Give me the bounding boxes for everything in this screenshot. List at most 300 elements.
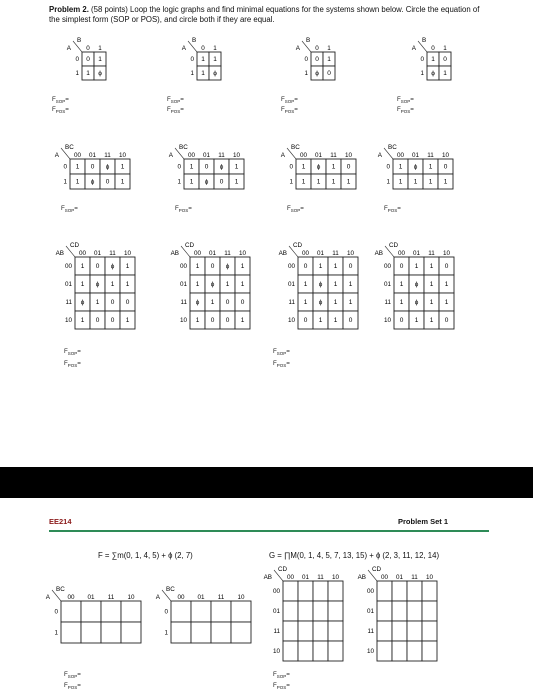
- kmap-4var-4-svg: [374, 239, 458, 333]
- cell-value: 1: [333, 263, 338, 270]
- kmap-cell[interactable]: [313, 601, 328, 621]
- row-variable-label: AB: [278, 250, 287, 257]
- kmap-3var-1: [54, 142, 134, 193]
- row-header: 10: [179, 317, 187, 324]
- column-variable-label: CD: [389, 242, 399, 249]
- column-header: 11: [224, 250, 231, 257]
- cell-value: ɸ: [316, 163, 321, 171]
- header-rule: [49, 530, 489, 532]
- kmap-blank-3var-1-svg: [45, 583, 145, 647]
- kmap-3var-1-svg: [54, 142, 134, 193]
- kmap-4var-2-svg: [170, 239, 254, 333]
- row-variable-label: A: [45, 594, 50, 601]
- kmap-cell[interactable]: [313, 581, 328, 601]
- cell-value: 1: [303, 299, 308, 306]
- cell-value: ɸ: [195, 299, 200, 306]
- cell-value: 1: [80, 317, 85, 324]
- cell-value: 1: [234, 178, 239, 186]
- equation-f: F = ∑m(0, 1, 4, 5) + ɸ (2, 7): [98, 551, 193, 560]
- cell-value: 1: [120, 163, 125, 171]
- cell-value: 1: [443, 70, 447, 77]
- cell-value: 1: [414, 263, 419, 270]
- kmap-cell[interactable]: [392, 601, 407, 621]
- kmap-cell[interactable]: [313, 621, 328, 641]
- cell-value: 0: [95, 317, 100, 324]
- cell-value: 0: [95, 263, 100, 270]
- kmap-4var-1: [55, 239, 139, 333]
- column-header: 0: [431, 45, 435, 52]
- column-variable-label: BC: [65, 144, 74, 151]
- cell-value: 1: [189, 163, 194, 171]
- f-pos-label: $F_{POS}=$: [64, 682, 81, 691]
- kmap-blank-3var-1: [45, 583, 145, 647]
- kmap-cell[interactable]: [422, 601, 437, 621]
- kmap-cell[interactable]: [298, 581, 313, 601]
- f-sop-label: $F_{SOP}=$: [397, 96, 414, 105]
- kmap-cell[interactable]: [298, 621, 313, 641]
- cell-value: 1: [195, 281, 200, 288]
- cell-value: 0: [315, 56, 319, 63]
- kmap-cell[interactable]: [61, 622, 81, 643]
- kmap-cell[interactable]: [377, 581, 392, 601]
- f-sop-label: $F_{SOP}=$: [167, 96, 184, 105]
- f-sop-label: $F_{SOP}=$: [273, 348, 290, 357]
- column-header: 00: [396, 152, 405, 159]
- row-header: 10: [287, 317, 295, 324]
- column-header: 10: [118, 152, 127, 159]
- kmap-cell[interactable]: [298, 601, 313, 621]
- cell-value: 1: [333, 281, 338, 288]
- row-header: 01: [179, 281, 187, 288]
- cell-value: 1: [303, 281, 308, 288]
- kmap-cell[interactable]: [392, 581, 407, 601]
- kmap-cell[interactable]: [407, 621, 422, 641]
- row-variable-label: A: [377, 152, 382, 159]
- course-code: EE214: [49, 517, 72, 526]
- cell-value: 0: [240, 299, 245, 306]
- kmap-cell[interactable]: [377, 621, 392, 641]
- kmap-cell[interactable]: [422, 641, 437, 661]
- row-header: 1: [289, 178, 293, 186]
- row-header: 0: [177, 163, 181, 171]
- cell-value: 0: [443, 56, 447, 63]
- row-variable-label: A: [54, 152, 59, 159]
- cell-value: 0: [204, 163, 209, 171]
- kmap-cell[interactable]: [407, 641, 422, 661]
- column-header: 11: [330, 152, 337, 159]
- cell-value: 1: [98, 56, 102, 63]
- equation-g: G = ∏M(0, 1, 4, 5, 7, 13, 15) + ɸ (2, 3, 11, 12, 14): [269, 551, 440, 560]
- cell-value: ɸ: [204, 178, 209, 186]
- kmap-cell[interactable]: [422, 581, 437, 601]
- column-header: 10: [425, 574, 434, 581]
- cell-value: 1: [331, 163, 336, 171]
- row-variable-label: AB: [170, 250, 179, 257]
- cell-value: 1: [399, 299, 404, 306]
- column-header: 01: [412, 250, 421, 257]
- row-header: 10: [272, 648, 280, 655]
- column-header: 1: [213, 45, 217, 52]
- cell-value: 1: [348, 299, 353, 306]
- f-sop-label: $F_{SOP}=$: [281, 96, 298, 105]
- row-header: 11: [180, 299, 187, 306]
- column-header: 01: [208, 250, 217, 257]
- row-header: 0: [75, 56, 79, 63]
- column-header: 0: [86, 45, 90, 52]
- cell-value: 1: [195, 317, 200, 324]
- kmap-cell[interactable]: [283, 601, 298, 621]
- row-header: 10: [383, 317, 391, 324]
- cell-value: ɸ: [318, 281, 323, 288]
- row-header: 1: [304, 70, 308, 77]
- kmap-cell[interactable]: [392, 641, 407, 661]
- cell-value: 1: [398, 163, 403, 171]
- column-header: 00: [286, 574, 295, 581]
- row-header: 11: [288, 299, 295, 306]
- kmap-cell[interactable]: [392, 621, 407, 641]
- row-header: 1: [63, 178, 67, 186]
- row-variable-label: AB: [374, 250, 383, 257]
- cell-value: 1: [80, 281, 85, 288]
- column-variable-label: B: [192, 37, 197, 44]
- row-header: 0: [304, 56, 308, 63]
- column-header: 10: [123, 250, 132, 257]
- row-header: 11: [367, 628, 374, 635]
- kmap-cell[interactable]: [298, 641, 313, 661]
- kmap-cell[interactable]: [283, 581, 298, 601]
- column-variable-label: BC: [179, 144, 188, 151]
- f-sop-label: $F_{SOP}=$: [287, 205, 304, 214]
- kmap-cell[interactable]: [328, 581, 343, 601]
- kmap-cell[interactable]: [101, 601, 121, 622]
- kmap-cell[interactable]: [283, 621, 298, 641]
- column-header: 10: [346, 250, 355, 257]
- cell-value: 1: [240, 263, 245, 270]
- row-header: 1: [54, 629, 58, 637]
- column-header: 00: [380, 574, 389, 581]
- column-header: 10: [127, 594, 135, 601]
- row-header: 01: [287, 281, 295, 288]
- worksheet-page-2: [0, 498, 533, 700]
- row-header: 10: [64, 317, 72, 324]
- row-header: 00: [64, 263, 72, 270]
- cell-value: ɸ: [219, 163, 224, 171]
- cell-value: 1: [331, 178, 336, 186]
- column-header: 01: [93, 250, 102, 257]
- column-header: 11: [104, 152, 111, 159]
- row-header: 1: [75, 70, 79, 77]
- row-variable-label: A: [411, 45, 416, 52]
- column-header: 01: [197, 594, 205, 601]
- column-variable-label: BC: [56, 586, 65, 593]
- cell-value: 1: [301, 163, 306, 171]
- cell-value: 1: [80, 263, 85, 270]
- cell-value: 0: [399, 263, 404, 270]
- kmap-2var-1: [56, 37, 110, 84]
- cell-value: 0: [399, 317, 404, 324]
- row-variable-label: AB: [263, 574, 272, 581]
- column-variable-label: CD: [185, 242, 195, 249]
- cell-value: 0: [125, 299, 130, 306]
- kmap-cell[interactable]: [422, 621, 437, 641]
- cell-value: ɸ: [413, 163, 418, 171]
- f-pos-label: $F_{POS}=$: [281, 106, 298, 115]
- cell-value: 0: [346, 163, 351, 171]
- cell-value: ɸ: [90, 178, 95, 186]
- cell-value: 1: [195, 263, 200, 270]
- cell-value: 0: [210, 317, 215, 324]
- row-header: 10: [366, 648, 374, 655]
- column-header: 00: [193, 250, 202, 257]
- kmap-4var-4: [374, 239, 458, 333]
- cell-value: 1: [429, 317, 434, 324]
- column-header: 00: [67, 594, 75, 601]
- kmap-cell[interactable]: [191, 601, 211, 622]
- kmap-cell[interactable]: [211, 601, 231, 622]
- cell-value: 1: [333, 317, 338, 324]
- cell-value: 0: [303, 317, 308, 324]
- column-header: 11: [217, 594, 225, 601]
- row-header: 00: [272, 588, 280, 595]
- column-variable-label: CD: [293, 242, 303, 249]
- kmap-blank-3var-2-svg: [155, 583, 255, 647]
- f-sop-label: $F_{SOP}=$: [64, 348, 81, 357]
- problem-number: Problem 2.: [49, 5, 89, 14]
- cell-value: 1: [240, 281, 245, 288]
- cell-value: ɸ: [105, 163, 110, 171]
- column-header: 10: [331, 574, 340, 581]
- column-header: 11: [109, 250, 116, 257]
- row-header: 0: [289, 163, 293, 171]
- problem-text: (58 points) Loop the logic graphs and find minimal equations for the systems shown below. Circle the equation of the simplest form (SOP or POS), and circle both if they are equal.: [49, 5, 480, 24]
- kmap-cell[interactable]: [407, 601, 422, 621]
- cell-value: 1: [75, 178, 80, 186]
- cell-value: ɸ: [318, 299, 323, 306]
- kmap-2var-4: [401, 37, 455, 84]
- row-header: 01: [272, 608, 280, 615]
- column-header: 11: [218, 152, 225, 159]
- column-header: 00: [397, 250, 406, 257]
- cell-value: 1: [125, 317, 130, 324]
- kmap-cell[interactable]: [377, 601, 392, 621]
- column-header: 01: [88, 152, 97, 159]
- column-header: 11: [317, 574, 324, 581]
- row-header: 0: [63, 163, 67, 171]
- kmap-cell[interactable]: [328, 601, 343, 621]
- row-header: 01: [383, 281, 391, 288]
- row-variable-label: AB: [357, 574, 366, 581]
- column-header: 1: [443, 45, 447, 52]
- f-pos-label: $F_{POS}=$: [167, 106, 184, 115]
- cell-value: 0: [443, 163, 448, 171]
- column-header: 1: [327, 45, 331, 52]
- column-variable-label: BC: [166, 586, 175, 593]
- kmap-cell[interactable]: [81, 601, 101, 622]
- column-variable-label: B: [77, 37, 82, 44]
- row-variable-label: A: [66, 45, 71, 52]
- column-header: 1: [98, 45, 102, 52]
- cell-value: 1: [429, 263, 434, 270]
- kmap-cell[interactable]: [121, 601, 141, 622]
- cell-value: 1: [327, 56, 331, 63]
- kmap-blank-4var-2-svg: [356, 564, 441, 665]
- f-pos-label: $F_{POS}=$: [52, 106, 69, 115]
- kmap-cell[interactable]: [101, 622, 121, 643]
- row-header: 11: [384, 299, 391, 306]
- page-separator: [0, 467, 533, 498]
- cell-value: 0: [86, 56, 90, 63]
- kmap-cell[interactable]: [191, 622, 211, 643]
- cell-value: 1: [86, 70, 90, 77]
- cell-value: 0: [210, 263, 215, 270]
- cell-value: 0: [90, 163, 95, 171]
- cell-value: 1: [346, 178, 351, 186]
- cell-value: 0: [444, 263, 449, 270]
- kmap-cell[interactable]: [283, 641, 298, 661]
- column-header: 01: [314, 152, 323, 159]
- cell-value: 0: [348, 317, 353, 324]
- row-header: 1: [190, 70, 194, 77]
- cell-value: 1: [348, 281, 353, 288]
- row-variable-label: A: [181, 45, 186, 52]
- kmap-cell[interactable]: [328, 641, 343, 661]
- kmap-cell[interactable]: [231, 601, 251, 622]
- kmap-3var-3-svg: [280, 142, 360, 193]
- cell-value: 1: [318, 317, 323, 324]
- cell-value: 0: [225, 317, 230, 324]
- row-header: 0: [386, 163, 390, 171]
- column-variable-label: CD: [372, 566, 382, 573]
- column-header: 01: [316, 250, 325, 257]
- cell-value: 1: [333, 299, 338, 306]
- kmap-cell[interactable]: [61, 601, 81, 622]
- kmap-3var-4: [377, 142, 457, 193]
- cell-value: ɸ: [431, 70, 435, 77]
- cell-value: 1: [240, 317, 245, 324]
- kmap-cell[interactable]: [171, 601, 191, 622]
- cell-value: 0: [105, 178, 110, 186]
- kmap-cell[interactable]: [231, 622, 251, 643]
- column-header: 00: [299, 152, 308, 159]
- cell-value: ɸ: [414, 281, 419, 288]
- kmap-4var-1-svg: [55, 239, 139, 333]
- kmap-blank-4var-1-svg: [262, 564, 347, 665]
- kmap-cell[interactable]: [407, 581, 422, 601]
- kmap-cell[interactable]: [171, 622, 191, 643]
- kmap-2var-2-svg: [171, 37, 225, 84]
- row-variable-label: A: [168, 152, 173, 159]
- column-header: 10: [441, 152, 450, 159]
- cell-value: 1: [225, 281, 230, 288]
- column-header: 10: [237, 594, 245, 601]
- cell-value: ɸ: [213, 70, 217, 77]
- row-header: 01: [64, 281, 72, 288]
- f-pos-label: $F_{POS}=$: [273, 682, 290, 691]
- column-header: 00: [177, 594, 185, 601]
- column-header: 00: [187, 152, 196, 159]
- column-header: 01: [202, 152, 211, 159]
- kmap-cell[interactable]: [81, 622, 101, 643]
- cell-value: 1: [428, 178, 433, 186]
- cell-value: 1: [429, 299, 434, 306]
- kmap-cell[interactable]: [328, 621, 343, 641]
- row-header: 0: [54, 608, 58, 616]
- row-header: 1: [420, 70, 424, 77]
- kmap-3var-3: [280, 142, 360, 193]
- f-sop-label: $F_{SOP}=$: [64, 671, 81, 680]
- row-header: 0: [190, 56, 194, 63]
- row-header: 00: [179, 263, 187, 270]
- cell-value: 0: [219, 178, 224, 186]
- column-variable-label: B: [306, 37, 311, 44]
- cell-value: 0: [444, 317, 449, 324]
- cell-value: ɸ: [98, 70, 102, 77]
- row-variable-label: AB: [55, 250, 64, 257]
- cell-value: 0: [110, 317, 115, 324]
- kmap-2var-1-svg: [56, 37, 110, 84]
- cell-value: 0: [327, 70, 331, 77]
- kmap-cell[interactable]: [313, 641, 328, 661]
- cell-value: 0: [348, 263, 353, 270]
- f-pos-label: $F_{POS}=$: [64, 360, 81, 369]
- cell-value: 1: [443, 178, 448, 186]
- cell-value: ɸ: [80, 299, 85, 306]
- row-header: 0: [420, 56, 424, 63]
- cell-value: ɸ: [110, 263, 115, 270]
- cell-value: 1: [301, 178, 306, 186]
- column-header: 01: [395, 574, 404, 581]
- column-header: 01: [301, 574, 310, 581]
- row-variable-label: A: [280, 152, 285, 159]
- row-header: 00: [383, 263, 391, 270]
- column-header: 11: [427, 152, 434, 159]
- row-header: 00: [287, 263, 295, 270]
- cell-value: 1: [95, 299, 100, 306]
- column-header: 11: [428, 250, 435, 257]
- kmap-blank-4var-2: [356, 564, 441, 665]
- column-header: 11: [332, 250, 339, 257]
- kmap-3var-2: [168, 142, 248, 193]
- cell-value: ɸ: [210, 281, 215, 288]
- cell-value: 1: [431, 56, 435, 63]
- cell-value: 0: [303, 263, 308, 270]
- cell-value: 1: [398, 178, 403, 186]
- problem-statement: [49, 5, 489, 25]
- f-pos-label: $F_{POS}=$: [384, 205, 401, 214]
- row-header: 01: [366, 608, 374, 615]
- cell-value: 1: [75, 163, 80, 171]
- f-pos-label: $F_{POS}=$: [175, 205, 192, 214]
- cell-value: 1: [201, 70, 205, 77]
- cell-value: 1: [316, 178, 321, 186]
- kmap-cell[interactable]: [377, 641, 392, 661]
- cell-value: 0: [110, 299, 115, 306]
- cell-value: 1: [110, 281, 115, 288]
- kmap-cell[interactable]: [211, 622, 231, 643]
- cell-value: 1: [125, 263, 130, 270]
- f-pos-label: $F_{POS}=$: [397, 106, 414, 115]
- kmap-4var-2: [170, 239, 254, 333]
- column-variable-label: CD: [70, 242, 80, 249]
- cell-value: 1: [213, 56, 217, 63]
- row-header: 0: [164, 608, 168, 616]
- kmap-cell[interactable]: [121, 622, 141, 643]
- cell-value: 1: [201, 56, 205, 63]
- kmap-2var-2: [171, 37, 225, 84]
- cell-value: 1: [429, 281, 434, 288]
- cell-value: 1: [318, 263, 323, 270]
- kmap-3var-2-svg: [168, 142, 248, 193]
